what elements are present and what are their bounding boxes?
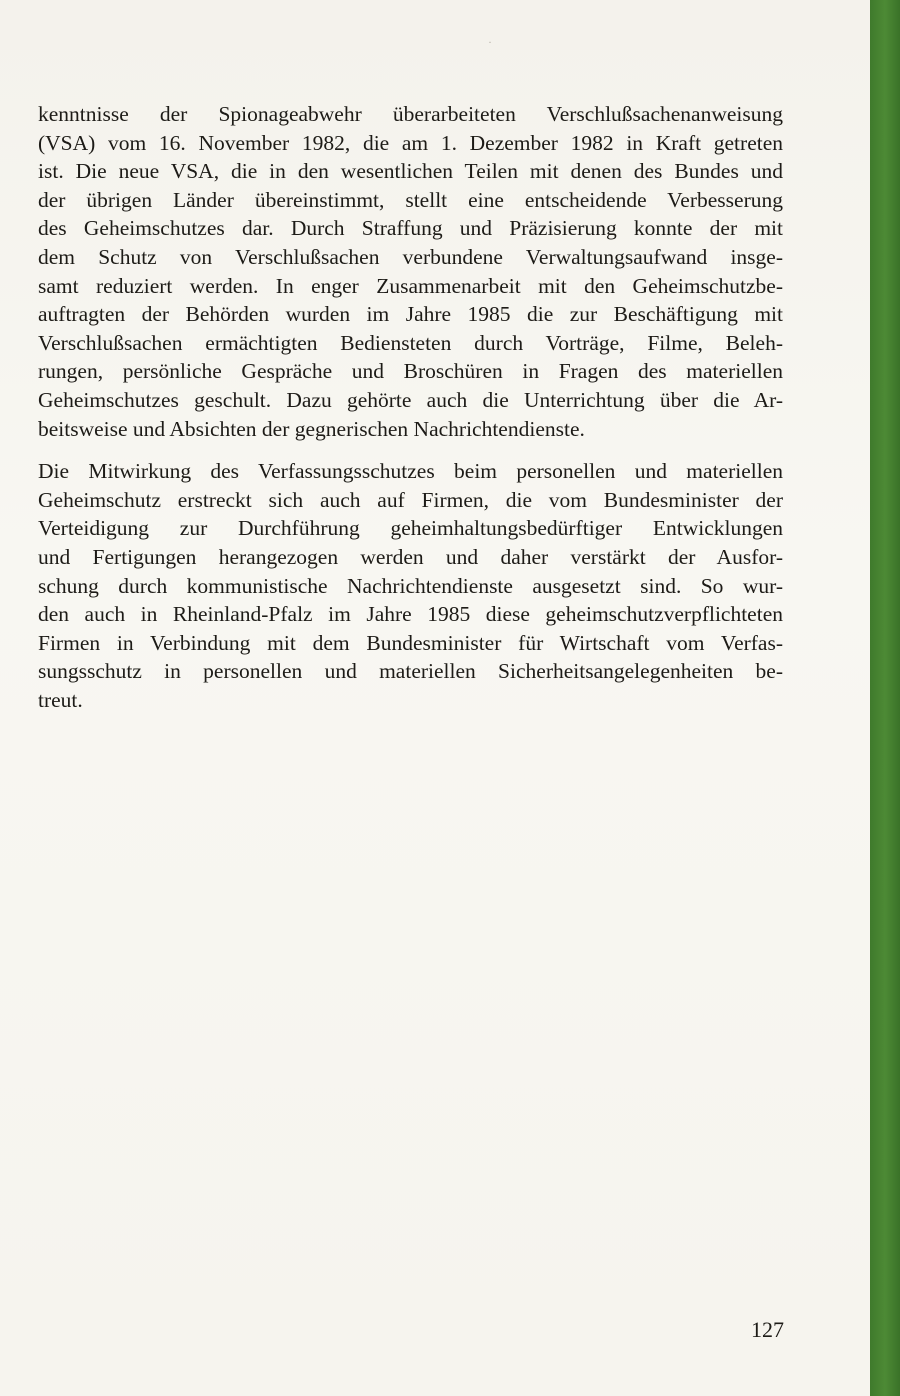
text-line: des Geheimschutzes dar. Durch Straffung und Präzisierung konnte der mit: [38, 216, 783, 241]
text-line: sungsschutz in personellen und materiellen Sicherheitsangelegenheiten be-: [38, 659, 783, 684]
text-line: Verschlußsachen ermächtigten Bediensteten durch Vorträge, Filme, Beleh-: [38, 330, 783, 355]
text-line: Die Mitwirkung des Verfassungsschutzes beim personellen und materiellen: [38, 459, 783, 484]
text-line: Verteidigung zur Durchführung geheimhaltungsbedürftiger Entwicklungen: [38, 516, 783, 541]
text-line: schung durch kommunistische Nachrichtendienste ausgesetzt sind. So wur-: [38, 573, 783, 598]
text-line: samt reduziert werden. In enger Zusammenarbeit mit den Geheimschutzbe-: [38, 273, 783, 298]
text-line: (VSA) vom 16. November 1982, die am 1. Dezember 1982 in Kraft getreten: [38, 130, 783, 155]
text-line: der übrigen Länder übereinstimmt, stellt eine entscheidende Verbesserung: [38, 187, 783, 212]
paragraph-2: [38, 457, 783, 714]
text-line: beitsweise und Absichten der gegnerischen Nachrichtendienste.: [38, 416, 585, 441]
text-line: treut.: [38, 687, 83, 712]
green-page-edge: [870, 0, 900, 1396]
page-number: 127: [751, 1317, 784, 1342]
body-text: [38, 100, 783, 728]
text-line: den auch in Rheinland-Pfalz im Jahre 1985 diese geheimschutzverpflichteten: [38, 602, 783, 627]
paragraph-1: [38, 100, 783, 443]
text-line: rungen, persönliche Gespräche und Broschüren in Fragen des materiellen: [38, 359, 783, 384]
text-line: Firmen in Verbindung mit dem Bundesminister für Wirtschaft vom Verfas-: [38, 630, 783, 655]
text-line: dem Schutz von Verschlußsachen verbundene Verwaltungsaufwand insge-: [38, 244, 783, 269]
text-line: ist. Die neue VSA, die in den wesentlichen Teilen mit denen des Bundes und: [38, 159, 783, 184]
text-line: auftragten der Behörden wurden im Jahre 1985 die zur Beschäftigung mit: [38, 302, 783, 327]
scan-speck: ·: [488, 35, 492, 49]
text-line: kenntnisse der Spionageabwehr überarbeiteten Verschlußsachenanweisung: [38, 102, 783, 126]
text-line: Geheimschutzes geschult. Dazu gehörte auch die Unterrichtung über die Ar-: [38, 387, 783, 412]
text-line: und Fertigungen herangezogen werden und daher verstärkt der Ausfor-: [38, 544, 783, 569]
text-line: Geheimschutz erstreckt sich auch auf Firmen, die vom Bundesminister der: [38, 487, 783, 512]
